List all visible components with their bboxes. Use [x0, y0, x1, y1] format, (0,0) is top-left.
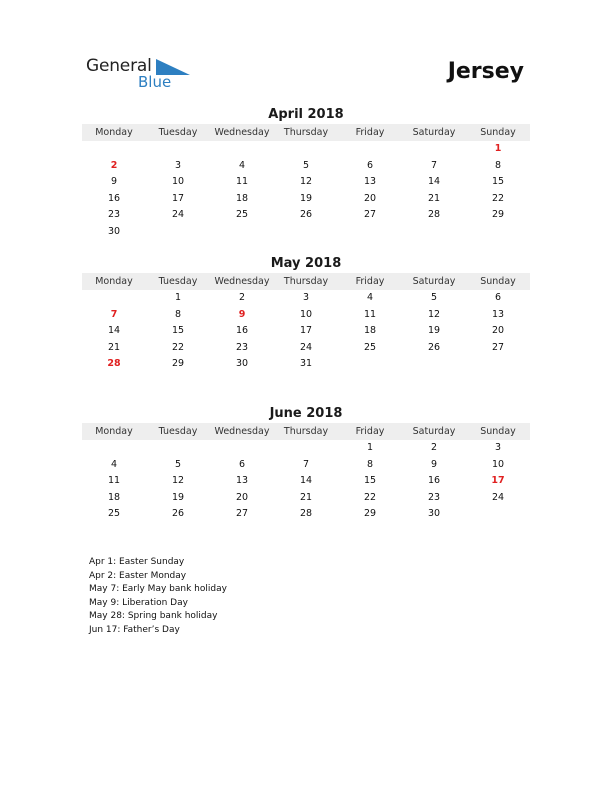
day-cell: 16	[107, 192, 121, 204]
empty-day-cell	[402, 141, 466, 158]
holiday-note: May 28: Spring bank holiday	[89, 611, 218, 621]
empty-day-cell	[466, 224, 530, 241]
brand-logo	[86, 56, 196, 92]
weekday-header: Saturday	[402, 423, 466, 440]
day-cell: 14	[107, 325, 121, 337]
weekday-header: Monday	[82, 273, 146, 290]
weekday-header: Tuesday	[146, 273, 210, 290]
day-cell: 5	[430, 292, 438, 303]
day-cell: 2	[110, 159, 118, 171]
day-cell: 17	[171, 192, 185, 204]
weekday-header: Sunday	[466, 423, 530, 440]
weekday-header: Wednesday	[210, 273, 274, 290]
day-cell: 8	[174, 308, 182, 320]
empty-day-cell	[210, 141, 274, 158]
day-cell: 21	[107, 341, 121, 353]
month-june	[82, 405, 530, 523]
day-cell: 10	[299, 308, 313, 320]
day-cell: 8	[494, 159, 502, 171]
logo-word-general: General	[86, 56, 152, 76]
day-cell: 9	[110, 176, 118, 188]
month-may	[82, 255, 530, 373]
day-cell: 4	[110, 458, 118, 470]
day-cell: 12	[427, 308, 441, 320]
empty-day-cell	[146, 141, 210, 158]
weekday-header: Wednesday	[210, 423, 274, 440]
day-cell: 21	[299, 491, 313, 503]
day-cell: 30	[107, 225, 121, 237]
day-cell: 20	[491, 325, 505, 337]
weekday-header: Monday	[82, 124, 146, 141]
day-cell: 16	[235, 325, 249, 337]
day-cell: 10	[171, 176, 185, 188]
empty-day-cell	[82, 290, 146, 307]
day-cell: 18	[363, 325, 377, 337]
day-cell: 6	[238, 458, 246, 470]
day-cell: 3	[302, 292, 310, 303]
day-cell: 25	[235, 209, 249, 221]
day-cell: 27	[363, 209, 377, 221]
empty-day-cell	[146, 224, 210, 241]
month-title: April 2018	[268, 107, 344, 122]
holiday-note: May 7: Early May bank holiday	[89, 584, 227, 594]
day-cell: 6	[494, 292, 502, 303]
empty-day-cell	[82, 440, 146, 457]
day-cell: 3	[174, 159, 182, 171]
country-title: Jersey	[447, 59, 524, 84]
day-cell: 14	[299, 475, 313, 487]
day-cell: 30	[235, 358, 249, 370]
month-title: June 2018	[269, 406, 343, 421]
calendar-grid	[82, 124, 530, 241]
calendar-grid	[82, 273, 530, 373]
day-cell: 11	[235, 176, 249, 188]
day-cell: 2	[238, 292, 246, 303]
day-cell: 1	[366, 442, 374, 453]
empty-day-cell	[274, 224, 338, 241]
day-cell: 8	[366, 458, 374, 470]
day-cell: 13	[235, 475, 249, 487]
day-cell: 19	[299, 192, 313, 204]
weekday-header: Tuesday	[146, 423, 210, 440]
day-cell: 3	[494, 442, 502, 453]
day-cell: 26	[427, 341, 441, 353]
day-cell: 15	[363, 475, 377, 487]
empty-day-cell	[338, 356, 402, 373]
weekday-header: Thursday	[274, 273, 338, 290]
day-cell: 22	[171, 341, 185, 353]
day-cell: 19	[171, 491, 185, 503]
day-cell: 22	[491, 192, 505, 204]
day-cell: 1	[494, 143, 502, 154]
day-cell: 10	[491, 458, 505, 470]
day-cell: 28	[299, 508, 313, 520]
day-cell: 13	[491, 308, 505, 320]
empty-day-cell	[82, 141, 146, 158]
logo-word-blue: Blue	[138, 73, 172, 91]
empty-day-cell	[466, 356, 530, 373]
day-cell: 20	[235, 491, 249, 503]
day-cell: 18	[107, 491, 121, 503]
day-cell: 15	[171, 325, 185, 337]
day-cell: 21	[427, 192, 441, 204]
day-cell: 26	[171, 508, 185, 520]
day-cell: 13	[363, 176, 377, 188]
empty-day-cell	[338, 224, 402, 241]
day-cell: 11	[363, 308, 377, 320]
day-cell: 29	[363, 508, 377, 520]
day-cell: 25	[107, 508, 121, 520]
day-cell: 5	[302, 159, 310, 171]
empty-day-cell	[274, 141, 338, 158]
weekday-header: Saturday	[402, 273, 466, 290]
day-cell: 4	[366, 292, 374, 303]
day-cell: 30	[427, 508, 441, 520]
day-cell: 7	[302, 458, 310, 470]
day-cell: 17	[491, 475, 505, 487]
day-cell: 24	[491, 491, 505, 503]
weekday-header: Saturday	[402, 124, 466, 141]
day-cell: 14	[427, 176, 441, 188]
month-title: May 2018	[270, 256, 342, 271]
day-cell: 2	[430, 442, 438, 453]
day-cell: 17	[299, 325, 313, 337]
day-cell: 12	[299, 176, 313, 188]
holiday-note: Apr 1: Easter Sunday	[89, 557, 185, 567]
day-cell: 28	[107, 358, 121, 370]
day-cell: 23	[107, 209, 121, 221]
day-cell: 24	[171, 209, 185, 221]
empty-day-cell	[466, 506, 530, 523]
holiday-note: May 9: Liberation Day	[89, 597, 188, 608]
weekday-header: Thursday	[274, 124, 338, 141]
day-cell: 31	[299, 358, 313, 370]
day-cell: 19	[427, 325, 441, 337]
day-cell: 16	[427, 475, 441, 487]
empty-day-cell	[402, 356, 466, 373]
weekday-header: Thursday	[274, 423, 338, 440]
weekday-header: Wednesday	[210, 124, 274, 141]
day-cell: 1	[174, 292, 182, 303]
holiday-note: Jun 17: Father’s Day	[89, 624, 180, 635]
day-cell: 7	[110, 308, 118, 320]
weekday-header: Sunday	[466, 273, 530, 290]
day-cell: 7	[430, 159, 438, 171]
empty-day-cell	[210, 224, 274, 241]
day-cell: 27	[491, 341, 505, 353]
day-cell: 20	[363, 192, 377, 204]
day-cell: 27	[235, 508, 249, 520]
holiday-note: Apr 2: Easter Monday	[89, 570, 187, 581]
day-cell: 11	[107, 475, 121, 487]
day-cell: 18	[235, 192, 249, 204]
day-cell: 23	[235, 341, 249, 353]
weekday-header: Friday	[338, 423, 402, 440]
day-cell: 12	[171, 475, 185, 487]
empty-day-cell	[402, 224, 466, 241]
day-cell: 29	[171, 358, 185, 370]
day-cell: 22	[363, 491, 377, 503]
day-cell: 9	[430, 458, 438, 470]
empty-day-cell	[338, 141, 402, 158]
weekday-header: Monday	[82, 423, 146, 440]
calendar-grid	[82, 423, 530, 523]
day-cell: 4	[238, 159, 246, 171]
day-cell: 9	[238, 308, 246, 320]
day-cell: 26	[299, 209, 313, 221]
month-april	[82, 106, 530, 241]
day-cell: 6	[366, 159, 374, 171]
weekday-header: Sunday	[466, 124, 530, 141]
empty-day-cell	[274, 440, 338, 457]
holiday-notes	[89, 556, 227, 637]
weekday-header: Friday	[338, 273, 402, 290]
day-cell: 5	[174, 458, 182, 470]
day-cell: 24	[299, 341, 313, 353]
day-cell: 28	[427, 209, 441, 221]
day-cell: 29	[491, 209, 505, 221]
day-cell: 23	[427, 491, 441, 503]
weekday-header: Tuesday	[146, 124, 210, 141]
empty-day-cell	[146, 440, 210, 457]
day-cell: 15	[491, 176, 505, 188]
day-cell: 25	[363, 341, 377, 353]
empty-day-cell	[210, 440, 274, 457]
weekday-header: Friday	[338, 124, 402, 141]
